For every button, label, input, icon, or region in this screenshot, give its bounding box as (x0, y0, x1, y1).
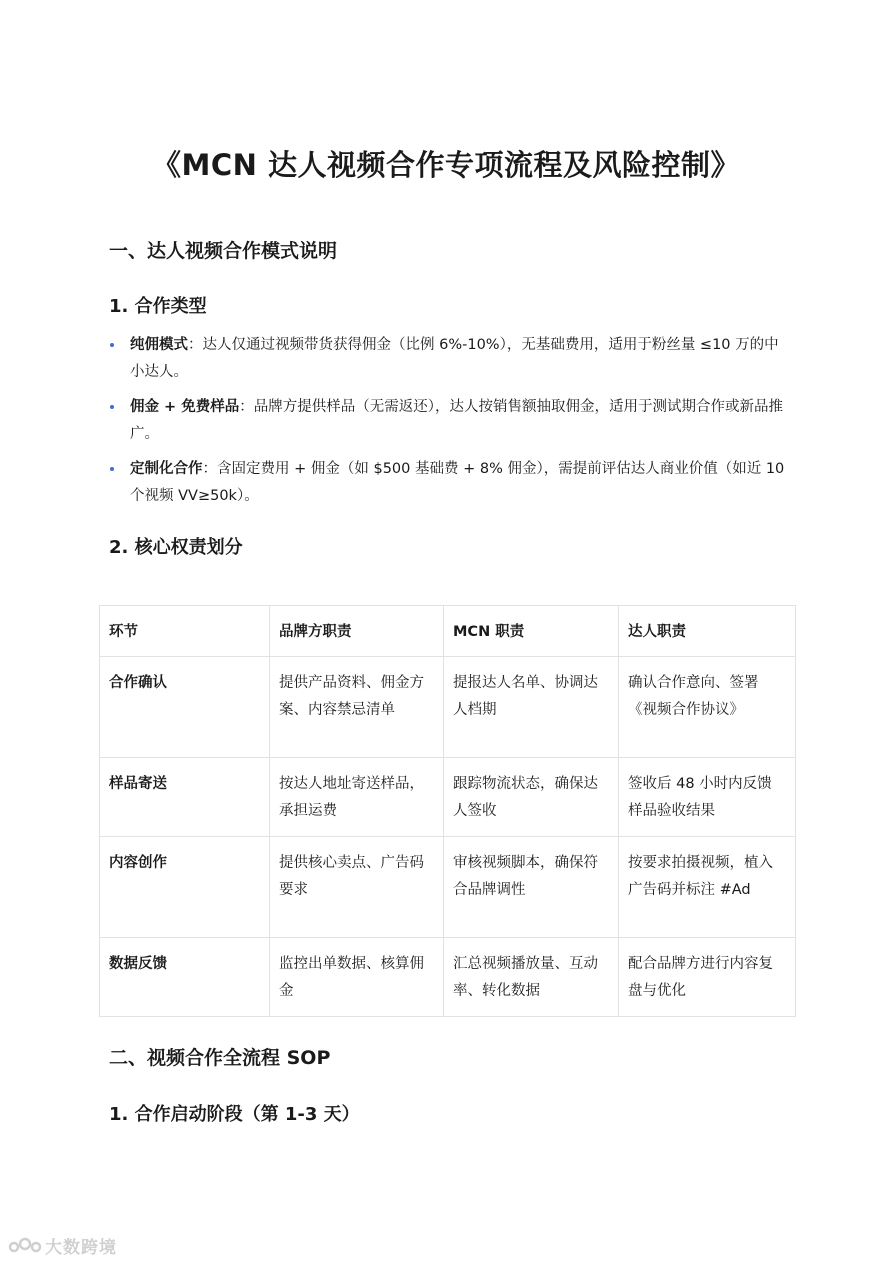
table-cell: 签收后 48 小时内反馈样品验收结果 (619, 758, 796, 837)
table-row (100, 657, 796, 758)
watermark-text: 大数跨境 (45, 1237, 117, 1258)
subheading-cooperation-types: 1. 合作类型 (109, 296, 207, 317)
table-cell: 内容创作 (100, 837, 270, 938)
table-cell: 跟踪物流状态，确保达人签收 (444, 758, 619, 837)
table-cell: 配合品牌方进行内容复盘与优化 (619, 938, 796, 1017)
list-item (109, 456, 789, 510)
section-heading-modes: 一、达人视频合作模式说明 (109, 240, 338, 262)
table-cell: 按要求拍摄视频，植入广告码并标注 #Ad (619, 837, 796, 938)
table-header-row (100, 606, 796, 657)
table-row (100, 837, 796, 938)
table-cell: 合作确认 (100, 657, 270, 758)
document-title: 《MCN 达人视频合作专项流程及风险控制》 (151, 148, 740, 182)
watermark-logo (8, 1234, 117, 1256)
type-label: 佣金 + 免费样品 (130, 399, 240, 415)
list-item (109, 332, 789, 386)
type-label: 纯佣模式 (130, 337, 188, 353)
section-heading-sop: 二、视频合作全流程 SOP (109, 1047, 331, 1069)
table-cell: 审核视频脚本，确保符合品牌调性 (444, 837, 619, 938)
table-cell: 汇总视频播放量、互动率、转化数据 (444, 938, 619, 1017)
table-row (100, 938, 796, 1017)
table-cell: 提供核心卖点、广告码要求 (270, 837, 444, 938)
type-label: 定制化合作 (130, 461, 203, 477)
table-cell: 样品寄送 (100, 758, 270, 837)
table-cell: 数据反馈 (100, 938, 270, 1017)
subheading-responsibilities: 2. 核心权责划分 (109, 537, 243, 558)
table-header-cell: 环节 (100, 606, 270, 657)
type-text: ：品牌方提供样品（无需返还），达人按销售额抽取佣金，适用于测试期合作或新品推广。 (130, 399, 783, 442)
table-cell: 确认合作意向、签署《视频合作协议》 (619, 657, 796, 758)
table-row (100, 758, 796, 837)
cooperation-type-list (109, 332, 789, 518)
type-text: ：含固定费用 + 佣金（如 $500 基础费 + 8% 佣金），需提前评估达人商业价值（如近 10 个视频 VV≥50k）。 (130, 461, 785, 504)
table-header-cell: 达人职责 (619, 606, 796, 657)
table-cell: 监控出单数据、核算佣金 (270, 938, 444, 1017)
table-header-cell: 品牌方职责 (270, 606, 444, 657)
table-header-cell: MCN 职责 (444, 606, 619, 657)
table-cell: 提报达人名单、协调达人档期 (444, 657, 619, 758)
responsibility-table (99, 605, 796, 1017)
list-item (109, 394, 789, 448)
table-cell: 按达人地址寄送样品，承担运费 (270, 758, 444, 837)
table-cell: 提供产品资料、佣金方案、内容禁忌清单 (270, 657, 444, 758)
subheading-startup-phase: 1. 合作启动阶段（第 1-3 天） (109, 1104, 360, 1125)
brand-logo-icon (8, 1235, 42, 1255)
type-text: ：达人仅通过视频带货获得佣金（比例 6%-10%），无基础费用，适用于粉丝量 ≤10 万的中小达人。 (130, 337, 779, 380)
